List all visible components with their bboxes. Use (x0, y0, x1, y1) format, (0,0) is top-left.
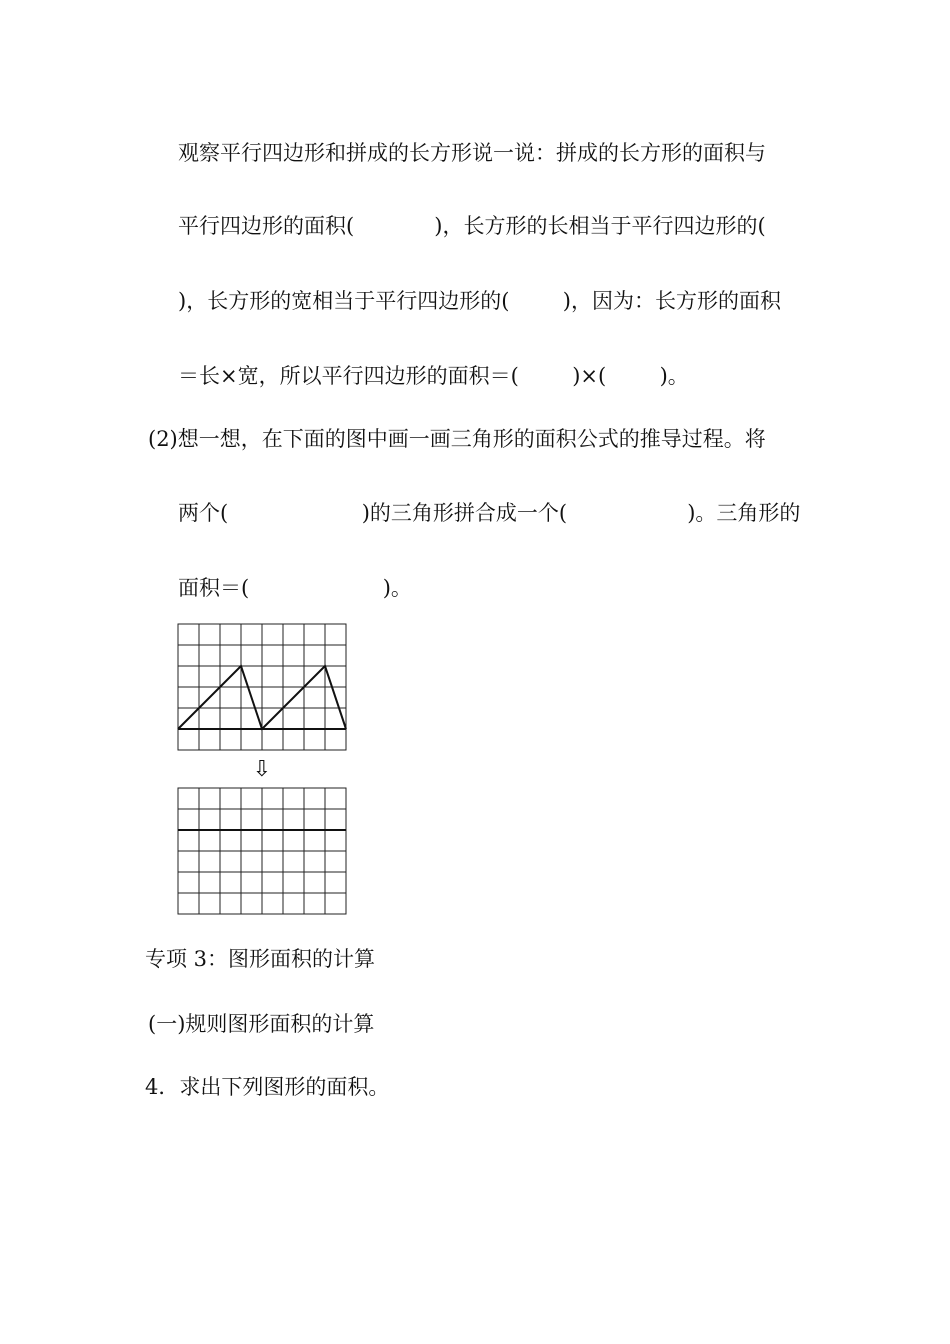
text-line-with-blank: )，长方形的宽相当于平行四边形的( )，因为：长方形的面积 (178, 289, 781, 313)
subsection-heading: (一)规则图形面积的计算 (148, 1012, 375, 1036)
section-heading: 专项 3：图形面积的计算 (145, 947, 376, 971)
triangle-grid-figure (170, 616, 360, 921)
question-prompt: (2)想一想，在下面的图中画一画三角形的面积公式的推导过程。将 (148, 427, 766, 451)
down-arrow-icon: ⇩ (252, 757, 272, 782)
text-line-with-blank: 两个( )的三角形拼合成一个( )。三角形的 (178, 501, 801, 525)
question-title: 4．求出下列图形的面积。 (145, 1075, 390, 1099)
top-grid (178, 624, 346, 750)
text-line-with-blank: 面积＝( )。 (178, 576, 412, 600)
text-line-with-blank: ＝长×宽，所以平行四边形的面积＝( )×( )。 (178, 364, 689, 388)
bottom-grid (178, 788, 346, 914)
text-line-with-blank: 平行四边形的面积( )，长方形的长相当于平行四边形的( (178, 214, 766, 238)
text-line: 观察平行四边形和拼成的长方形说一说：拼成的长方形的面积与 (178, 141, 766, 165)
